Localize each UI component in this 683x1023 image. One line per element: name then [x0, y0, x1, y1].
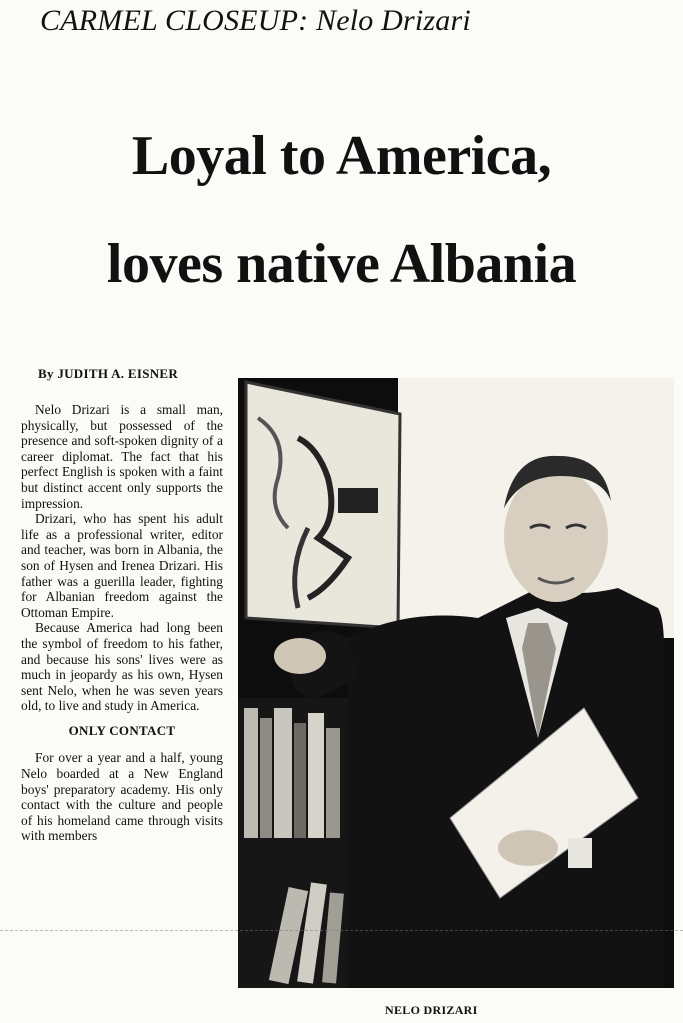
- headline-line-1: Loyal to America,: [131, 125, 552, 187]
- paragraph-2: Drizari, who has spent his adult life as a professional writer, editor and teacher, was born in Albania, the son of Hysen and Irenea Drizari. His father was a guerilla leader, fighting for Albanian freedom against the Ottoman Empire.: [21, 511, 223, 620]
- paragraph-4: For over a year and a half, young Nelo boarded at a New England boys' preparatory academy. His only contact with the culture and people of his homeland came through visits with members: [21, 750, 223, 844]
- paragraph-1: Nelo Drizari is a small man, physically, but possessed of the presence and soft-spoken dignity of a career diplomat. The fact that his perfect English is spoken with a faint but distinct accent only supports the impression.: [21, 402, 223, 511]
- portrait-illustration: [238, 378, 674, 988]
- paragraph-3: Because America had long been the symbol of freedom to his father, and because his sons' lives were as much in jeopardy as his own, Hysen sent Nelo, when he was seven years old, to live and study in America.: [21, 620, 223, 714]
- article-column: [21, 402, 223, 844]
- portrait-photo: [238, 378, 674, 988]
- kicker-subject: Nelo Drizari: [316, 4, 471, 37]
- subhead-only-contact: ONLY CONTACT: [68, 722, 176, 738]
- headline-line-2: loves native Albania: [106, 233, 577, 295]
- photo-caption: NELO DRIZARI: [385, 1003, 478, 1017]
- kicker-label: CARMEL CLOSEUP:: [40, 4, 309, 37]
- page-fold-line: [0, 930, 683, 931]
- section-kicker: [40, 4, 471, 38]
- byline: By JUDITH A. EISNER: [38, 366, 179, 381]
